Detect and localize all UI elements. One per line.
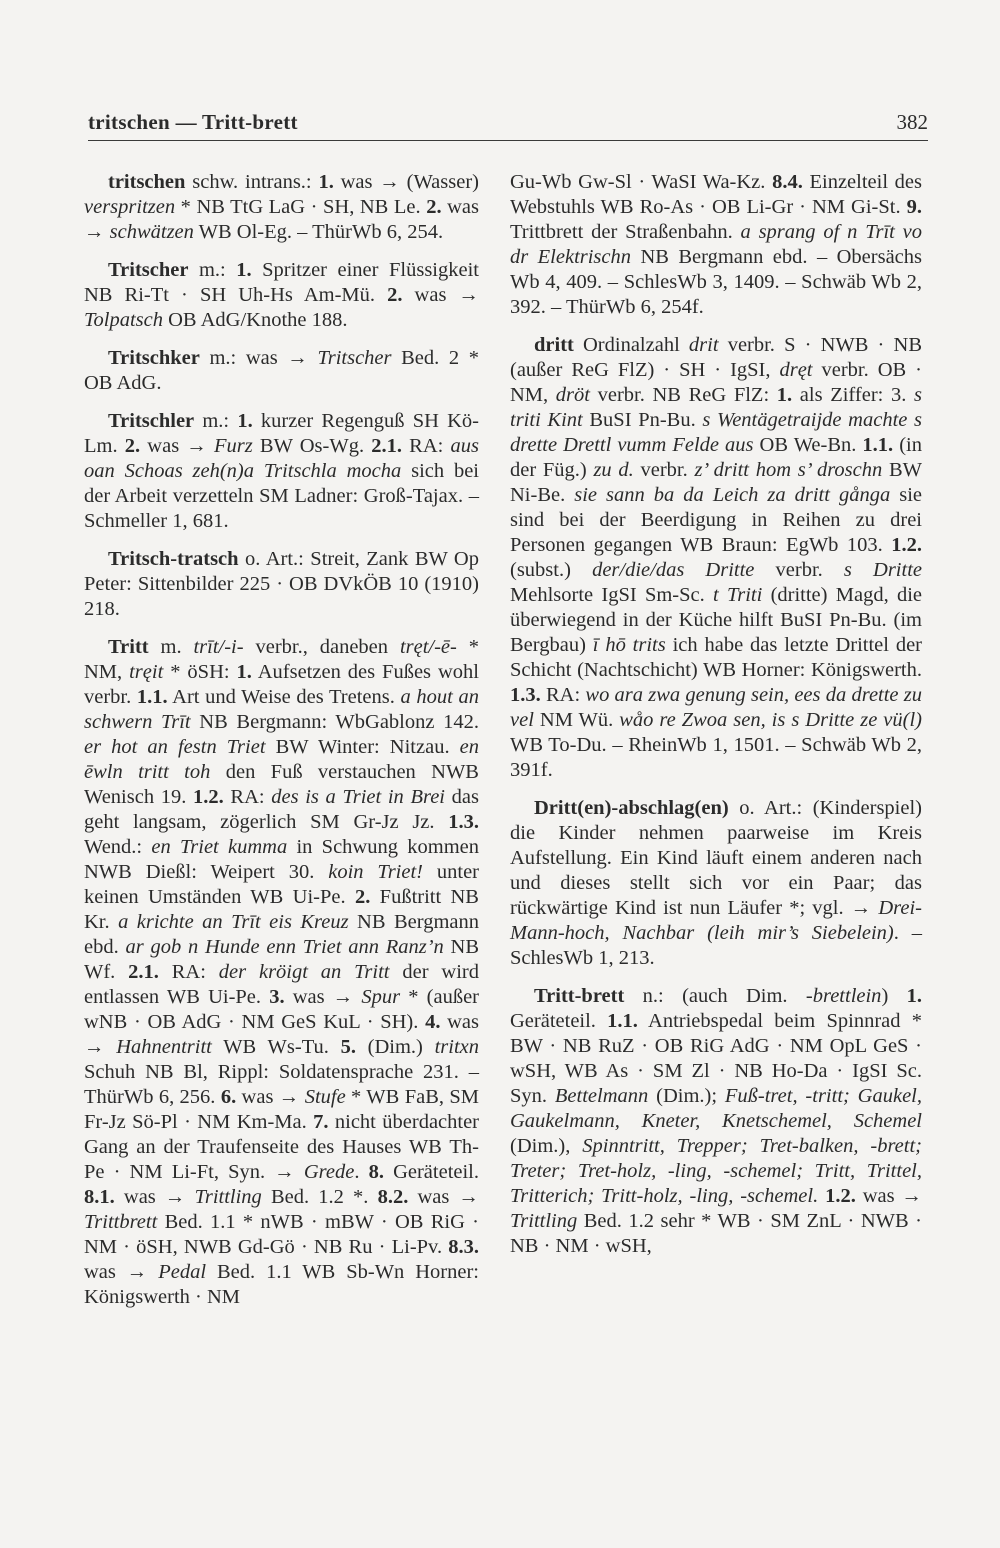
- entry-text: . – SchlesWb 1, 213.: [510, 922, 923, 969]
- entry-text: Bed. 1.2 *.: [261, 1186, 378, 1208]
- dialect-example: Trittling: [510, 1210, 578, 1232]
- entry-text: n.: (auch Dim.: [624, 985, 806, 1007]
- dictionary-entry: [84, 635, 479, 1310]
- entry-text: (in der Füg.): [510, 434, 922, 481]
- entry-text: der wird entlassen WB Ui-Pe.: [84, 961, 479, 1008]
- entry-text: * (außer wNB · OB AdG · NM GeS KuL · SH).: [84, 986, 479, 1033]
- entry-text: m.:: [194, 410, 238, 432]
- dialect-example: Tolpatsch: [84, 309, 163, 331]
- entry-text: m.:: [188, 259, 237, 281]
- entry-text: in Schwung kommen NWB Dießl: Weipert 30.: [84, 836, 479, 883]
- dialect-example: s Wentägetraijde machte s drette Drettl vumm Felde aus: [510, 409, 922, 456]
- entry-text: was →: [84, 1261, 159, 1283]
- dialect-example: er hot an festn Triet: [84, 736, 266, 758]
- entry-text: Wend.:: [84, 836, 152, 858]
- entry-text: ich habe das letzte Drittel der Schicht (Nachtschicht) WB Horner: Königswerth.: [510, 634, 922, 681]
- entry-text: RA:: [223, 786, 272, 808]
- entry-text: OB We-Bn.: [753, 434, 863, 456]
- entry-text: verbr. S · NWB · NB (außer ReG FlZ) · SH · IgSI,: [510, 334, 923, 381]
- entry-text: Ordinalzahl: [573, 334, 689, 356]
- entry-text: was →: [236, 1086, 305, 1108]
- dialect-example: a krichte an Trīt eis Kreuz: [118, 911, 349, 933]
- entry-text: * NB TtG LaG · SH, NB Le.: [175, 196, 427, 218]
- entry-text: als Ziffer: 3.: [792, 384, 914, 406]
- sense-number: 1.: [776, 384, 793, 406]
- running-title: tritschen — Tritt-brett: [88, 110, 298, 134]
- sense-number: 1.3.: [510, 684, 541, 706]
- entry-text: was →: [284, 986, 362, 1008]
- sense-number: 1.2.: [825, 1185, 856, 1207]
- dialect-example: schwätzen: [109, 221, 194, 243]
- dialect-example: zu d.: [593, 459, 634, 481]
- entry-headword: Dritt(en)-abschlag(en): [534, 797, 729, 819]
- dialect-example: drit: [688, 334, 719, 356]
- sense-number: 4.: [425, 1011, 441, 1033]
- sense-number: 6.: [220, 1086, 237, 1108]
- entry-text: Antriebspedal beim Spinnrad * BW · NB RuZ · OB RiG AdG · NM OpL GeS · wSH, WB As · SM Zl · NB Ho-Da · IgSI Sc. Syn.: [510, 1010, 922, 1107]
- entry-text: Bed. 1.2 sehr * WB · SM ZnL · NWB · NB · NM · wSH,: [510, 1210, 922, 1257]
- entry-text: m.: [148, 636, 194, 658]
- sense-number: 9.: [906, 196, 922, 218]
- dictionary-entry: [510, 170, 922, 320]
- entry-text: Art und Weise des Tretens.: [167, 686, 401, 708]
- dialect-example: Drei-Mann-hoch, Nachbar (leih mir’s Siebelein): [510, 897, 922, 944]
- sense-number: 7.: [313, 1111, 329, 1133]
- dialect-example: dröt: [555, 384, 590, 406]
- entry-text: BuSI Pn-Bu.: [582, 409, 703, 431]
- entry-text: verbr. OB · NM,: [510, 359, 922, 406]
- entry-text: was →: [408, 1186, 479, 1208]
- entry-text: WB Ol-Eg. – ThürWb 6, 254.: [193, 221, 444, 243]
- sense-number: 1.1.: [136, 686, 168, 708]
- entry-text: * öSH:: [163, 661, 237, 683]
- entry-text: Bed. 1.1 * nWB · mBW · OB RiG · NM · öSH, NWB Gd-Gö · NB Ru · Li-Pv.: [84, 1211, 479, 1258]
- entry-text: kurzer Regenguß SH Kö-Lm.: [84, 410, 479, 457]
- entry-text: WB To-Du. – RheinWb 1, 1501. – Schwäb Wb 2, 391f.: [510, 734, 922, 781]
- sense-number: 8.3.: [448, 1236, 479, 1258]
- sense-number: 2.: [354, 886, 371, 908]
- entry-text: sich bei der Arbeit verzetteln SM Ladner: Groß-Tajax. – Schmeller 1, 681.: [84, 460, 479, 532]
- entry-text: schw. intrans.:: [185, 171, 319, 193]
- dictionary-entry: [510, 984, 922, 1259]
- dialect-example: trīt/-i-: [193, 636, 244, 658]
- dialect-example: tritxn: [434, 1036, 479, 1058]
- entry-text: OB AdG/Knothe 188.: [163, 309, 348, 331]
- entry-text: m.: was →: [199, 347, 318, 369]
- entry-text: verbr. NB ReG FlZ:: [589, 384, 777, 406]
- entry-text: was → (Wasser): [333, 171, 479, 193]
- sense-number: 5.: [340, 1036, 356, 1058]
- entry-text: Geräteteil.: [383, 1161, 480, 1183]
- dialect-example: verspritzen: [84, 196, 176, 218]
- dialect-example: Stufe: [304, 1086, 346, 1108]
- entry-text: BW Ni-Be.: [510, 459, 922, 506]
- dialect-example: Spinntritt, Trepper; Tret-balken, -brett; Treter; Tret-holz, -ling, -schemel; Tritt, Trittel, Tritterich; Tritt-holz, -ling, -schemel.: [510, 1135, 922, 1207]
- entry-text: Trittbrett der Straßenbahn.: [510, 221, 741, 243]
- dialect-example: Furz: [214, 435, 253, 457]
- entry-text: RA:: [540, 684, 586, 706]
- sense-number: 1.2.: [193, 786, 224, 808]
- entry-headword: dritt: [534, 334, 574, 356]
- dialect-example: ī hō trits: [592, 634, 666, 656]
- entry-text: (Dim.),: [510, 1135, 583, 1157]
- dialect-example: Spur: [361, 986, 401, 1008]
- sense-number: 1.1.: [607, 1010, 638, 1032]
- dialect-example: en Triet kumma: [151, 836, 288, 858]
- entry-text: verbr.: [754, 559, 844, 581]
- entry-text: sie sind bei der Beerdigung in Reihen zu drei Personen gegangen WB Braun: EgWb 103.: [510, 484, 922, 556]
- dialect-example: aus oan Schoas zeh(n)a Tritschla mocha: [84, 435, 479, 482]
- sense-number: 1.: [318, 171, 334, 193]
- sense-number: 1.1.: [862, 434, 894, 456]
- entry-text: Mehlsorte IgSI Sm-Sc.: [510, 584, 714, 606]
- entry-text: verbr., daneben: [243, 636, 400, 658]
- sense-number: 1.: [236, 259, 252, 281]
- dialect-example: sie sann ba da Leich za dritt gånga: [574, 484, 891, 506]
- sense-number: 1.2.: [891, 534, 922, 556]
- entry-text: was →: [402, 284, 479, 306]
- dialect-example: a hout an schwern Trīt: [84, 686, 480, 733]
- sense-number: 1.: [906, 985, 922, 1007]
- entry-text: Gu-Wb Gw-Sl · WaSI Wa-Kz.: [510, 171, 773, 193]
- sense-number: 2.: [387, 284, 403, 306]
- entry-headword: Tritschler: [108, 410, 195, 432]
- entry-headword: Tritscher: [108, 259, 189, 281]
- entry-text: NB Bergmann ebd. – Obersächs Wb 4, 409. – SchlesWb 3, 1409. – Schwäb Wb 2, 392. – ThürWb 6, 254f.: [510, 246, 922, 318]
- entry-text: o. Art.: Streit, Zank BW Op Peter: Sittenbilder 225 · OB DVkÖB 10 (1910) 218.: [84, 548, 479, 620]
- entry-text: NB Bergmann ebd.: [84, 911, 480, 958]
- dialect-example: Pedal: [158, 1261, 207, 1283]
- dictionary-entry: [510, 796, 922, 971]
- entry-text: den Fuß verstauchen NWB Wenisch 19.: [84, 761, 479, 808]
- dialect-example: tręt/-ē-: [399, 636, 457, 658]
- entry-text: BW Os-Wg.: [252, 435, 372, 457]
- entry-text: o. Art.: (Kinderspiel) die Kinder nehmen paarweise im Kreis Aufstellung. Ein Kind läuft einem anderen nach und dieses stellt sich vor ein Paar; das rückwärtige Kind ist nun Läufer *; vgl. →: [510, 797, 922, 919]
- dialect-example: Fuß-tret, -tritt; Gaukel, Gaukelmann, Kneter, Knetschemel, Schemel: [510, 1085, 923, 1132]
- dialect-example: -brettlein: [805, 985, 882, 1007]
- entry-text: ): [881, 985, 907, 1007]
- left-column: [84, 170, 479, 1323]
- dictionary-entry: [84, 346, 479, 396]
- entry-headword: Tritt: [108, 636, 149, 658]
- dialect-example: der/die/das Dritte: [592, 559, 755, 581]
- dictionary-entry: [84, 409, 479, 534]
- sense-number: 8.1.: [84, 1186, 115, 1208]
- entry-text: verbr.: [633, 459, 695, 481]
- entry-text: WB Ws-Tu.: [211, 1036, 341, 1058]
- entry-text: BW Winter: Nitzau.: [265, 736, 460, 758]
- dialect-example: Grede: [303, 1161, 355, 1183]
- dialect-example: wåo re Zwoa sen, is s Dritte ze vü(l): [619, 709, 922, 731]
- dialect-example: Tritscher: [317, 347, 392, 369]
- dialect-example: ar gob n Hunde enn Triet ann Ranz’n: [125, 936, 444, 958]
- entry-headword: Tritt-brett: [534, 985, 625, 1007]
- dialect-example: des is a Triet in Brei: [271, 786, 445, 808]
- sense-number: 8.4.: [772, 171, 803, 193]
- dictionary-entry: [84, 258, 479, 333]
- dialect-example: wo ara zwa genung sein, ees da drette zu vel: [510, 684, 922, 731]
- dialect-example: Trittbrett: [84, 1211, 158, 1233]
- entry-text: Einzelteil des Webstuhls WB Ro-As · OB Li-Gr · NM Gi-St.: [510, 171, 923, 218]
- dictionary-entry: [84, 170, 479, 245]
- sense-number: 2.1.: [371, 435, 402, 457]
- dialect-example: der kröigt an Tritt: [218, 961, 390, 983]
- dialect-example: koin Triet!: [328, 861, 423, 883]
- dialect-example: en ēwln tritt toh: [84, 736, 479, 783]
- sense-number: 8.2.: [377, 1186, 409, 1208]
- entry-text: was →: [140, 435, 215, 457]
- sense-number: 2.1.: [128, 961, 159, 983]
- entry-text: NM Wü.: [533, 709, 620, 731]
- entry-text: (subst.): [510, 559, 593, 581]
- entry-text: Spritzer einer Flüssigkeit NB Ri-Tt · SH Uh-Hs Am-Mü.: [84, 259, 479, 306]
- sense-number: 2.: [426, 196, 442, 218]
- entry-text: (dritte) Magd, die überwiegend in der Küche hilft BuSI Pn-Bu. (im Bergbau): [510, 584, 923, 656]
- entry-text: nicht überdachter Gang an der Traufenseite des Hauses WB Th-Pe · NM Li-Ft, Syn. →: [84, 1111, 480, 1183]
- entry-text: Fußtritt NB Kr.: [84, 886, 479, 933]
- dialect-example: a sprang of n Trīt vo dr Elektrischn: [510, 221, 922, 268]
- entry-text: was →: [84, 196, 480, 243]
- entry-text: NB Wf.: [84, 936, 480, 983]
- entry-text: was →: [114, 1186, 195, 1208]
- sense-number: 3.: [269, 986, 285, 1008]
- dialect-example: Bettelmann: [554, 1085, 649, 1107]
- entry-text: NB Bergmann: WbGablonz 142.: [190, 711, 479, 733]
- dictionary-entry: [510, 333, 922, 783]
- entry-text: RA:: [402, 435, 451, 457]
- entry-text: was →: [855, 1185, 923, 1207]
- dialect-example: Trittling: [194, 1186, 262, 1208]
- right-column: [510, 170, 922, 1272]
- entry-text: Schuh NB Bl, Rippl: Soldatensprache 231. – ThürWb 6, 256.: [84, 1061, 479, 1108]
- dialect-example: z’ dritt hom s’ droschn: [694, 459, 883, 481]
- dialect-example: s Dritte: [843, 559, 922, 581]
- sense-number: 1.3.: [448, 811, 479, 833]
- dialect-example: Hahnentritt: [116, 1036, 212, 1058]
- dialect-example: dręt: [779, 359, 813, 381]
- entry-text: Bed. 1.1 WB Sb-Wn Horner: Königswerth · NM: [84, 1261, 479, 1308]
- entry-headword: tritschen: [108, 171, 186, 193]
- entry-text: (Dim.): [355, 1036, 435, 1058]
- entry-text: das geht langsam, zögerlich SM Gr-Jz Jz.: [84, 786, 479, 833]
- sense-number: 1.: [236, 661, 252, 683]
- entry-text: RA:: [158, 961, 219, 983]
- entry-text: * WB FaB, SM Fr-Jz Sö-Pl · NM Km-Ma.: [84, 1086, 479, 1133]
- entry-text: * NM,: [84, 636, 480, 683]
- sense-number: 1.: [237, 410, 253, 432]
- running-header: [88, 110, 928, 141]
- entry-text: (Dim.);: [648, 1085, 725, 1107]
- entry-headword: Tritschker: [108, 347, 200, 369]
- entry-text: Aufsetzen des Fußes wohl verbr.: [84, 661, 479, 708]
- entry-text: unter keinen Umständen WB Ui-Pe.: [84, 861, 480, 908]
- entry-text: was →: [84, 1011, 479, 1058]
- page-number: 382: [896, 110, 928, 134]
- dictionary-entry: [84, 547, 479, 622]
- dialect-example: tręit: [129, 661, 164, 683]
- dialect-example: t Triti: [713, 584, 763, 606]
- entry-headword: Tritsch-tratsch: [108, 548, 239, 570]
- dialect-example: s triti Kint: [510, 384, 922, 431]
- entry-text: .: [354, 1161, 369, 1183]
- sense-number: 8.: [368, 1161, 384, 1183]
- entry-text: Geräteteil.: [510, 1010, 608, 1032]
- sense-number: 2.: [124, 435, 141, 457]
- entry-text: Bed. 2 * OB AdG.: [84, 347, 479, 394]
